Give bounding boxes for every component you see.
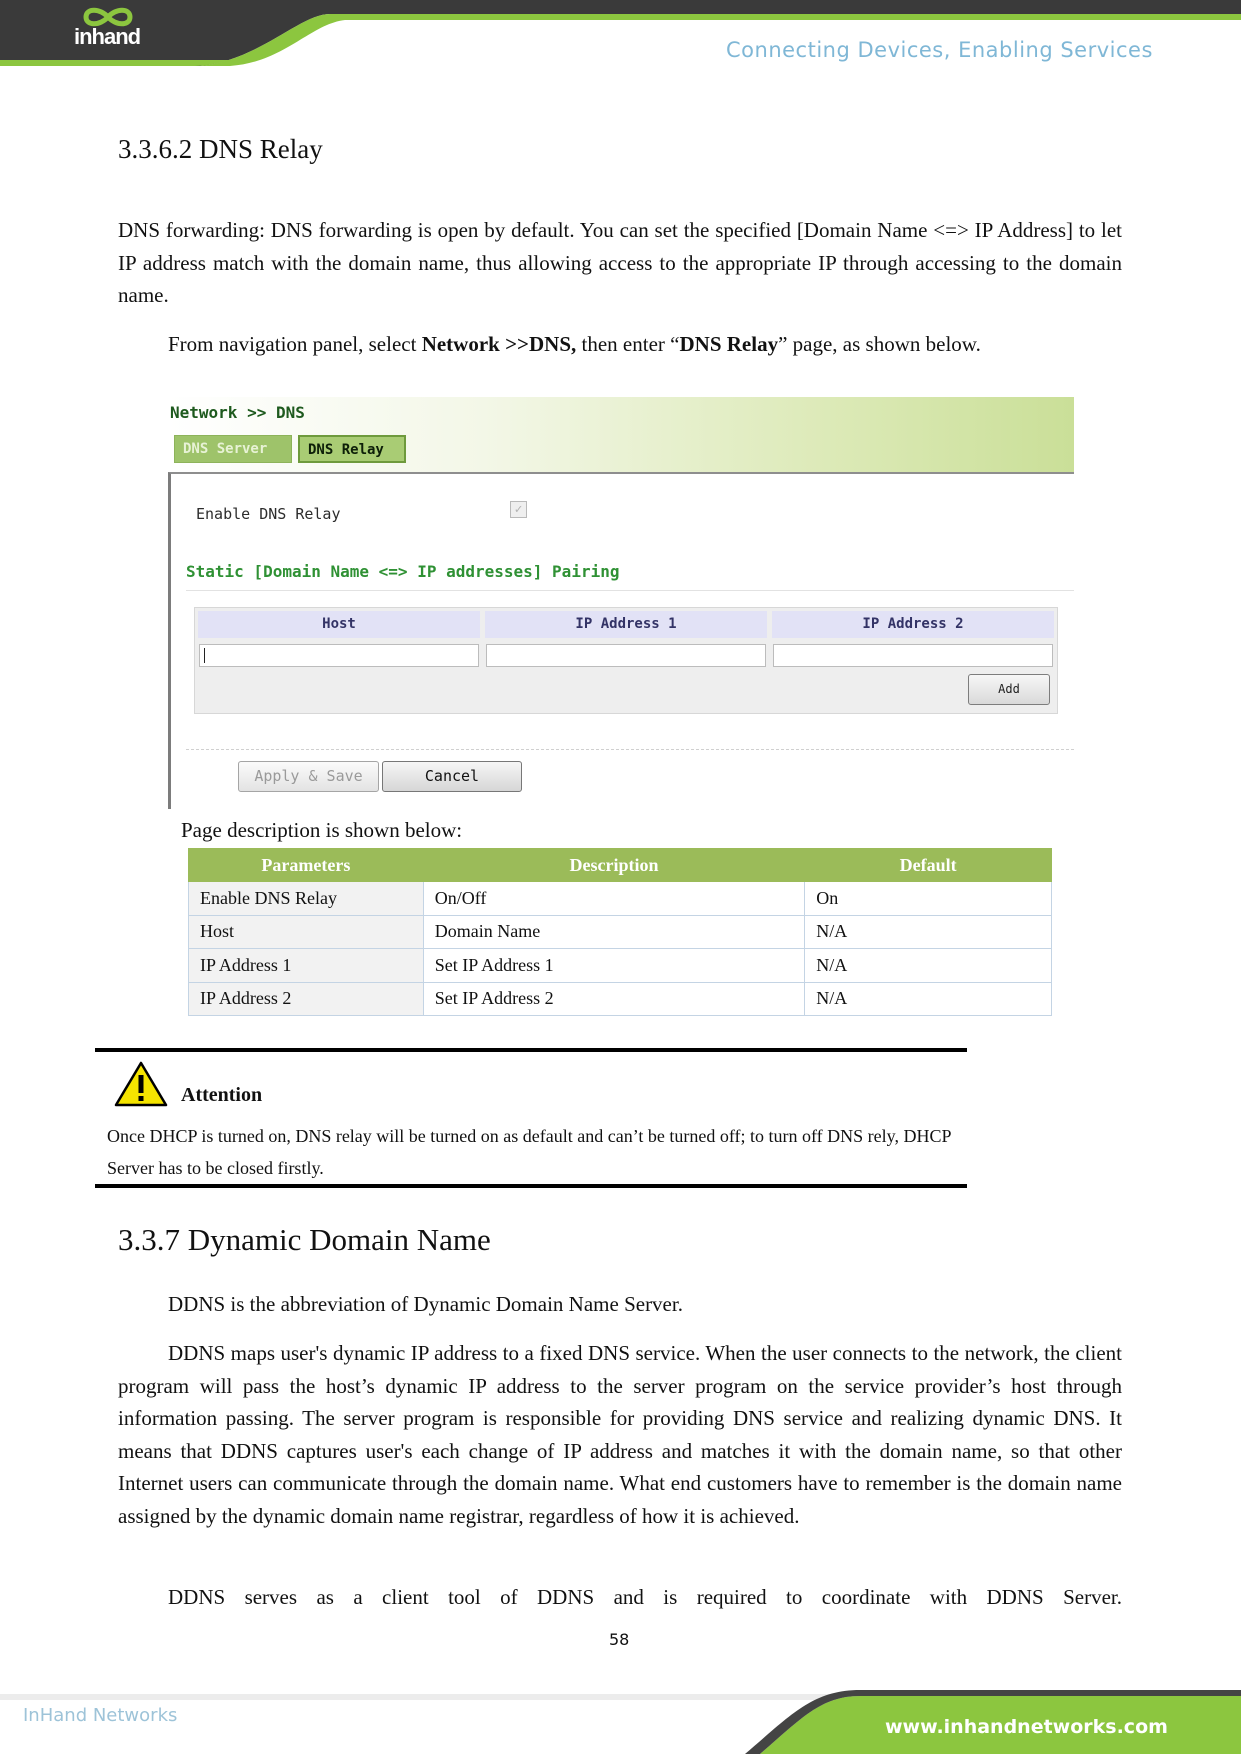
- dashed-divider: [186, 749, 1074, 750]
- table-cell: Enable DNS Relay: [189, 882, 424, 916]
- table-cell: Set IP Address 2: [423, 982, 805, 1016]
- parameters-table: [188, 848, 1052, 1016]
- table-cell: On/Off: [423, 882, 805, 916]
- table-header-row: [189, 849, 1052, 882]
- attention-top-rule: [95, 1048, 967, 1052]
- table-cell: Domain Name: [423, 915, 805, 949]
- ddns-client-paragraph: DDNS serves as a client tool of DDNS and is required to coordinate with DDNS Server.: [168, 1585, 1122, 1609]
- footer-company: InHand Networks: [23, 1705, 178, 1726]
- enable-dns-relay-label: Enable DNS Relay: [196, 505, 341, 523]
- nav-text-pre: From navigation panel, select: [168, 332, 422, 356]
- header-parameters: Parameters: [189, 849, 424, 882]
- attention-text: Once DHCP is turned on, DNS relay will be turned on as default and can’t be turned off; to turn off DNS rely, DHCP Server has to be closed firstly.: [107, 1126, 951, 1178]
- table-row: [189, 915, 1052, 949]
- table-row: [189, 949, 1052, 983]
- dns-relay-screenshot: [168, 397, 1074, 809]
- logo-text: inhand: [74, 24, 141, 49]
- ip-address-1-input[interactable]: [486, 644, 766, 667]
- page-number: 58: [609, 1630, 630, 1649]
- static-pairing-title: Static [Domain Name <=> IP addresses] Pairing: [186, 562, 620, 581]
- header-tagline: Connecting Devices, Enabling Services: [726, 38, 1153, 62]
- pairing-grid: [194, 607, 1058, 714]
- table-cell: IP Address 1: [189, 949, 424, 983]
- footer-website: www.inhandnetworks.com: [885, 1716, 1168, 1738]
- navigation-paragraph: [118, 328, 1122, 361]
- table-cell: Host: [189, 915, 424, 949]
- header-default: Default: [805, 849, 1052, 882]
- warning-icon: [113, 1060, 169, 1108]
- attention-bottom-rule: [95, 1184, 967, 1188]
- grid-header-ip1: IP Address 1: [485, 611, 767, 638]
- cancel-button[interactable]: Cancel: [382, 761, 522, 792]
- text-caret: [204, 648, 205, 663]
- tab-dns-server[interactable]: DNS Server: [174, 435, 292, 463]
- table-cell: Set IP Address 1: [423, 949, 805, 983]
- grid-header-ip2: IP Address 2: [772, 611, 1054, 638]
- section-heading-ddns: 3.3.7 Dynamic Domain Name: [118, 1222, 491, 1257]
- page-description-caption: Page description is shown below:: [181, 818, 463, 842]
- attention-title: Attention: [181, 1084, 263, 1106]
- tab-dns-relay[interactable]: DNS Relay: [298, 435, 406, 463]
- dns-forwarding-paragraph: DNS forwarding: DNS forwarding is open by default. You can set the specified [Domain Name <=> IP Address] to let IP address match with the domain name, thus allowing access to the appropriate IP through accessing to the domain name.: [118, 218, 1122, 307]
- ip-address-2-input[interactable]: [773, 644, 1053, 667]
- static-pairing-divider: [186, 590, 1074, 591]
- add-button[interactable]: Add: [968, 674, 1050, 705]
- apply-save-button[interactable]: Apply & Save: [238, 761, 379, 792]
- table-cell: N/A: [805, 982, 1052, 1016]
- table-row: [189, 982, 1052, 1016]
- ddns-intro-paragraph: DDNS is the abbreviation of Dynamic Domain Name Server.: [168, 1292, 683, 1316]
- nav-text-post: ” page, as shown below.: [778, 332, 981, 356]
- screenshot-breadcrumb: Network >> DNS: [170, 403, 305, 422]
- nav-text-menu: Network >>DNS,: [421, 332, 577, 356]
- table-cell: N/A: [805, 949, 1052, 983]
- table-cell: On: [805, 882, 1052, 916]
- header-description: Description: [423, 849, 805, 882]
- table-cell: IP Address 2: [189, 982, 424, 1016]
- nav-text-mid: then enter “: [576, 332, 680, 356]
- host-input[interactable]: [199, 644, 479, 667]
- section-heading-dns-relay: 3.3.6.2 DNS Relay: [118, 134, 323, 164]
- nav-text-page: DNS Relay: [679, 332, 779, 356]
- enable-dns-relay-checkbox[interactable]: ✓: [510, 501, 527, 518]
- grid-header-host: Host: [198, 611, 480, 638]
- table-row: [189, 882, 1052, 916]
- table-cell: N/A: [805, 915, 1052, 949]
- ddns-maps-paragraph: DDNS maps user's dynamic IP address to a fixed DNS service. When the user connects to the network, the client program will pass the host’s dynamic IP address to the server program on the service provider’s host through information passing. The server program is responsible for providing DNS service and realizing dynamic DNS. It means that DDNS captures user's each change of IP address and matches it with the domain name, so that other Internet users can communicate through the domain name. What end customers have to remember is the domain name assigned by the dynamic domain name registrar, regardless of how it is achieved.: [118, 1341, 1122, 1528]
